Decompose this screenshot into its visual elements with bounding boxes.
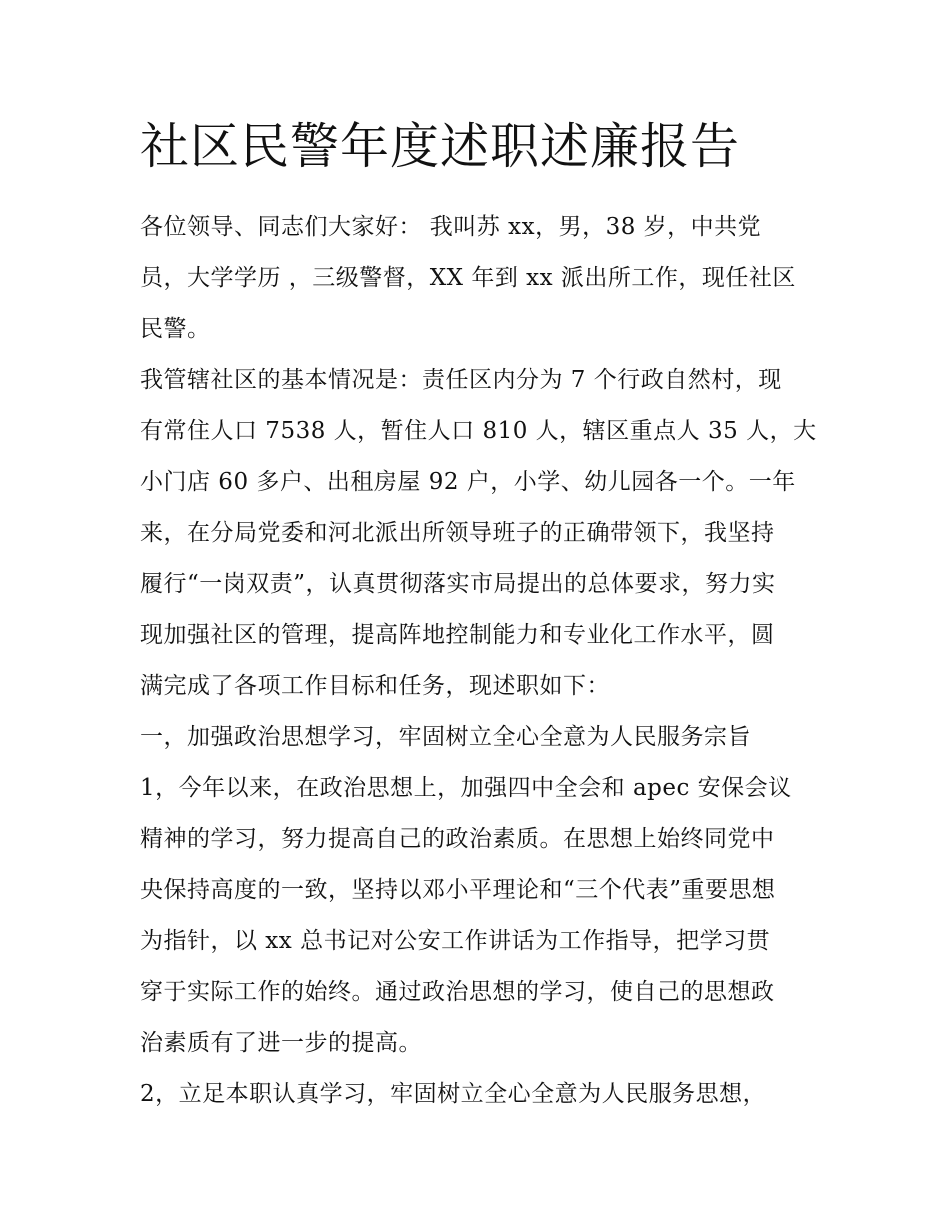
text-line: 2，立足本职认真学习，牢固树立全心全意为人民服务思想， <box>140 1081 767 1107</box>
paragraph-political-study <box>140 763 820 1069</box>
paragraph-greeting <box>140 202 820 355</box>
text-line: 来，在分局党委和河北派出所领导班子的正确带领下，我坚持 <box>140 520 775 546</box>
text-line: 民警。 <box>140 316 211 342</box>
text-line: 小门店 60 多户、出租房屋 92 户，小学、幼儿园各一个。一年 <box>140 469 796 495</box>
text-line: 1，今年以来，在政治思想上，加强四中全会和 apec 安保会议 <box>140 775 792 801</box>
text-line: 履行“一岗双责”，认真贯彻落实市局提出的总体要求，努力实 <box>140 571 776 597</box>
section-heading-1 <box>140 712 820 763</box>
text-line: 现加强社区的管理，提高阵地控制能力和专业化工作水平，圆 <box>140 622 775 648</box>
text-line: 各位领导、同志们大家好： 我叫苏 xx，男，38 岁，中共党 <box>140 214 762 240</box>
text-line: 央保持高度的一致，坚持以邓小平理论和“三个代表”重要思想 <box>140 877 776 903</box>
document-body <box>140 112 820 1120</box>
paragraph-job-study <box>140 1069 820 1120</box>
text-line: 员，大学学历 ，三级警督，XX 年到 xx 派出所工作，现任社区 <box>140 265 796 291</box>
text-line: 我管辖社区的基本情况是：责任区内分为 7 个行政自然村，现 <box>140 367 782 393</box>
text-line: 穿于实际工作的始终。通过政治思想的学习，使自己的思想政 <box>140 979 775 1005</box>
text-line: 一，加强政治思想学习，牢固树立全心全意为人民服务宗旨 <box>140 724 751 750</box>
text-line: 治素质有了进一步的提高。 <box>140 1030 422 1056</box>
paragraph-community-overview <box>140 355 820 712</box>
text-line: 有常住人口 7538 人，暂住人口 810 人，辖区重点人 35 人，大 <box>140 418 817 444</box>
text-line: 满完成了各项工作目标和任务，现述职如下： <box>140 673 610 699</box>
text-line: 为指针，以 xx 总书记对公安工作讲话为工作指导，把学习贯 <box>140 928 771 954</box>
text-line: 精神的学习，努力提高自己的政治素质。在思想上始终同党中 <box>140 826 775 852</box>
document-title: 社区民警年度述职述廉报告 <box>140 118 741 175</box>
